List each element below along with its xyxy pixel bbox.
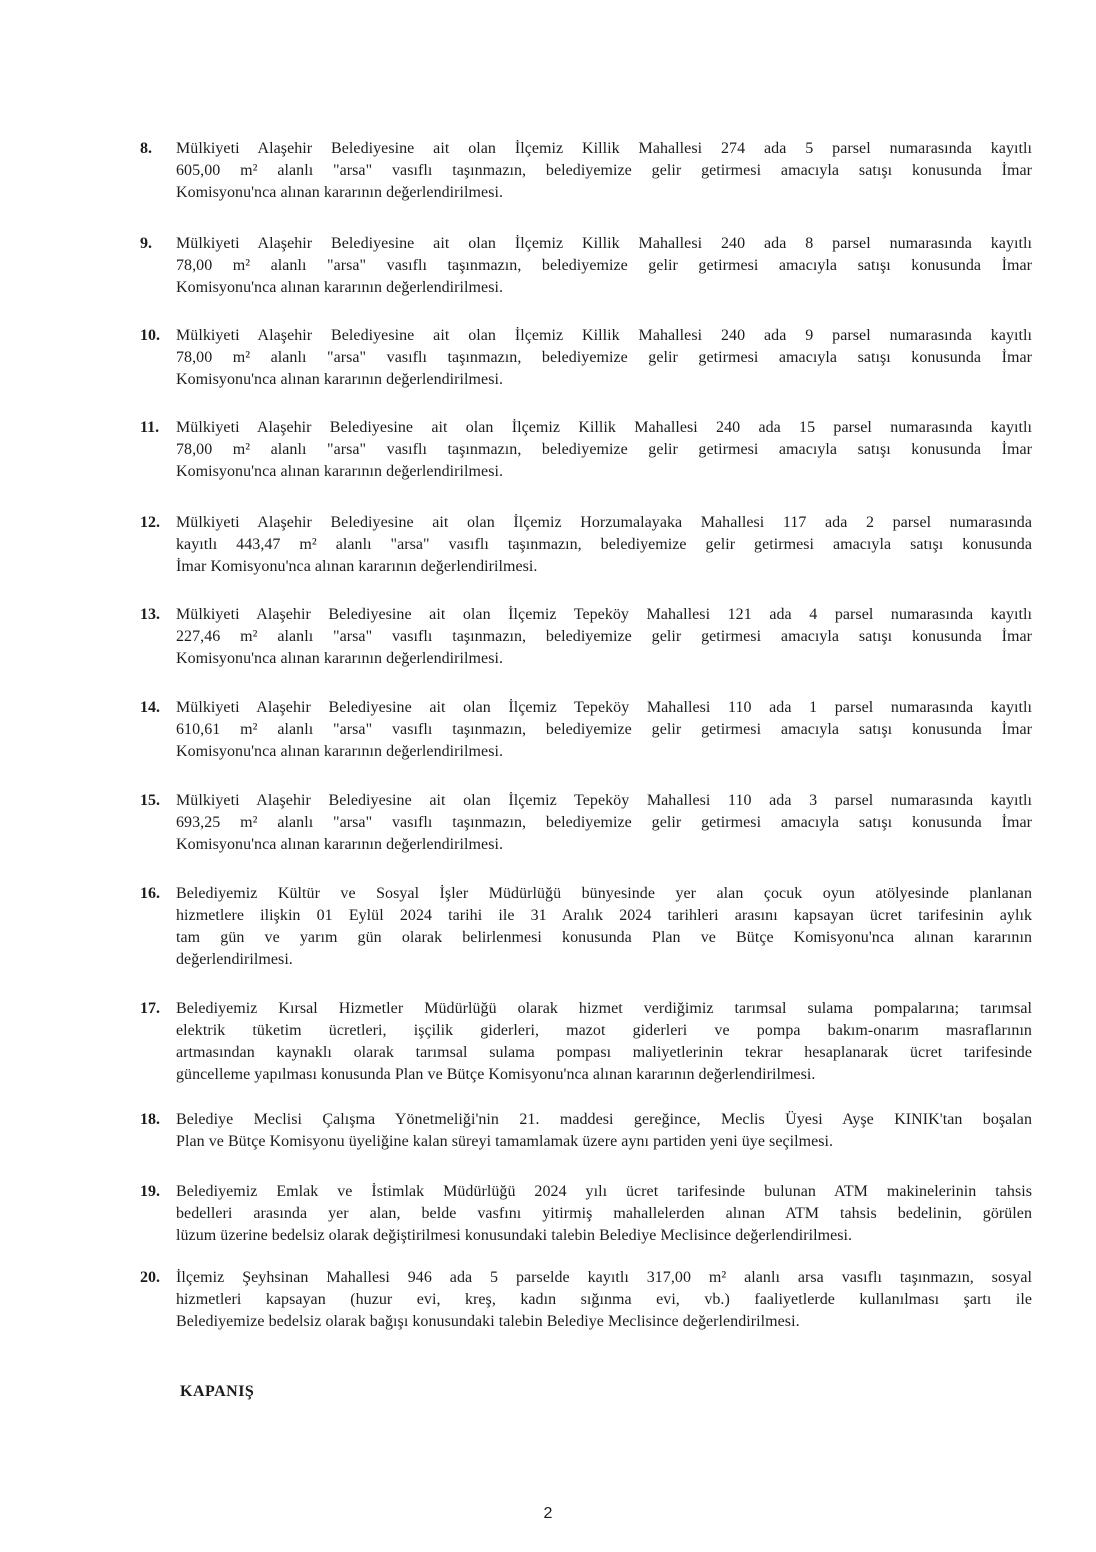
agenda-item-line: değerlendirilmesi. [176, 951, 293, 968]
agenda-item-number: 14. [140, 699, 160, 716]
agenda-item-line: lüzum üzerine bedelsiz olarak değiştirilmesi konusundaki talebin Belediye Meclisince değerlendirilmesi. [176, 1227, 853, 1244]
agenda-item-text [176, 790, 1032, 856]
agenda-item-line: 78,00 m² alanlı "arsa" vasıflı taşınmazın, belediyemize gelir getirmesi amacıyla satışı konusunda İmar [176, 349, 1032, 366]
agenda-item [140, 1267, 1032, 1333]
agenda-item-line: Komisyonu'nca alınan kararının değerlendirilmesi. [176, 184, 504, 201]
agenda-item-line: Komisyonu'nca alınan kararının değerlendirilmesi. [176, 650, 504, 667]
agenda-item-line: Belediyemize bedelsiz olarak bağışı konusundaki talebin Belediye Meclisince değerlendirilmesi. [176, 1313, 800, 1330]
agenda-item [140, 138, 1032, 204]
agenda-item-line: 605,00 m² alanlı "arsa" vasıflı taşınmazın, belediyemize gelir getirmesi amacıyla satışı konusunda İmar [176, 162, 1032, 179]
agenda-item-text [176, 998, 1032, 1086]
agenda-item-text [176, 512, 1032, 578]
agenda-item [140, 512, 1032, 578]
agenda-item-line: bedelleri arasında yer alan, belde vasfını yitirmiş mahallelerden alınan ATM tahsis bedelinin, görülen [176, 1205, 1032, 1222]
agenda-item-line: Belediyemiz Kırsal Hizmetler Müdürlüğü olarak hizmet verdiğimiz tarımsal sulama pompalarına; tarımsal [176, 1000, 1032, 1017]
agenda-item-line: Komisyonu'nca alınan kararının değerlendirilmesi. [176, 279, 504, 296]
agenda-item-line: Plan ve Bütçe Komisyonu üyeliğine kalan süreyi tamamlamak üzere aynı partiden yeni üye seçilmesi. [176, 1133, 834, 1150]
agenda-item [140, 998, 1032, 1086]
agenda-item-line: güncelleme yapılması konusunda Plan ve Bütçe Komisyonu'nca alınan kararının değerlendirilmesi. [176, 1066, 816, 1083]
agenda-item [140, 233, 1032, 299]
agenda-item-line: Komisyonu'nca alınan kararının değerlendirilmesi. [176, 743, 504, 760]
agenda-item-text [176, 1109, 1032, 1153]
agenda-item-number: 15. [140, 792, 160, 809]
agenda-item-text [176, 233, 1032, 299]
agenda-item-line: Belediye Meclisi Çalışma Yönetmeliği'nin 21. maddesi gereğince, Meclis Üyesi Ayşe KINIK'tan boşalan [176, 1111, 1032, 1128]
agenda-item [140, 325, 1032, 391]
agenda-item-number: 13. [140, 606, 160, 623]
agenda-item [140, 1109, 1032, 1153]
agenda-item-line: 610,61 m² alanlı "arsa" vasıflı taşınmazın, belediyemize gelir getirmesi amacıyla satışı konusunda İmar [176, 721, 1032, 738]
agenda-item [140, 1181, 1032, 1247]
agenda-item-line: Mülkiyeti Alaşehir Belediyesine ait olan İlçemiz Tepeköy Mahallesi 121 ada 4 parsel numarasında kayıtlı [176, 606, 1032, 623]
agenda-item-line: Belediyemiz Emlak ve İstimlak Müdürlüğü 2024 yılı ücret tarifesinde bulunan ATM makinelerinin tahsis [176, 1183, 1032, 1200]
agenda-item-line: elektrik tüketim ücretleri, işçilik giderleri, mazot giderleri ve pompa bakım-onarım masraflarının [176, 1022, 1032, 1039]
agenda-item-line: İmar Komisyonu'nca alınan kararının değerlendirilmesi. [176, 558, 538, 575]
agenda-item-line: artmasından kaynaklı olarak tarımsal sulama pompası maliyetlerinin tekrar hesaplanarak ücret tarifesinde [176, 1044, 1032, 1061]
agenda-item-number: 9. [140, 235, 152, 252]
agenda-item-line: Mülkiyeti Alaşehir Belediyesine ait olan İlçemiz Killik Mahallesi 274 ada 5 parsel numarasında kayıtlı [176, 140, 1032, 157]
closing-heading: KAPANIŞ [180, 1383, 255, 1400]
agenda-item-line: Mülkiyeti Alaşehir Belediyesine ait olan İlçemiz Killik Mahallesi 240 ada 9 parsel numarasında kayıtlı [176, 327, 1032, 344]
agenda-item [140, 604, 1032, 670]
agenda-item-line: Mülkiyeti Alaşehir Belediyesine ait olan İlçemiz Tepeköy Mahallesi 110 ada 1 parsel numarasında kayıtlı [176, 699, 1032, 716]
agenda-item-line: İlçemiz Şeyhsinan Mahallesi 946 ada 5 parselde kayıtlı 317,00 m² alanlı arsa vasıflı taşınmazın, sosyal [176, 1269, 1032, 1286]
agenda-item [140, 697, 1032, 763]
agenda-item-text [176, 325, 1032, 391]
page-number: 2 [543, 1505, 553, 1522]
agenda-item-text [176, 883, 1032, 971]
agenda-item [140, 417, 1032, 483]
agenda-item-line: hizmetlere ilişkin 01 Eylül 2024 tarihi ile 31 Aralık 2024 tarihleri arasını kapsayan ücret tarifesinin aylık [176, 907, 1032, 924]
agenda-item-number: 10. [140, 327, 160, 344]
agenda-item-line: 78,00 m² alanlı "arsa" vasıflı taşınmazın, belediyemize gelir getirmesi amacıyla satışı konusunda İmar [176, 441, 1032, 458]
agenda-item-line: kayıtlı 443,47 m² alanlı "arsa" vasıflı taşınmazın, belediyemize gelir getirmesi amacıyla satışı konusunda [176, 536, 1032, 553]
agenda-item-text [176, 138, 1032, 204]
agenda-item [140, 883, 1032, 971]
agenda-item-text [176, 1267, 1032, 1333]
agenda-item-number: 17. [140, 1000, 160, 1017]
agenda-item-text [176, 1181, 1032, 1247]
agenda-item-text [176, 604, 1032, 670]
agenda-item-line: 693,25 m² alanlı "arsa" vasıflı taşınmazın, belediyemize gelir getirmesi amacıyla satışı konusunda İmar [176, 814, 1032, 831]
agenda-item-line: Komisyonu'nca alınan kararının değerlendirilmesi. [176, 463, 504, 480]
agenda-item-number: 8. [140, 140, 152, 157]
agenda-item-line: Mülkiyeti Alaşehir Belediyesine ait olan İlçemiz Killik Mahallesi 240 ada 8 parsel numarasında kayıtlı [176, 235, 1032, 252]
agenda-item-number: 11. [140, 419, 160, 436]
agenda-item-number: 20. [140, 1269, 160, 1286]
agenda-item-line: Mülkiyeti Alaşehir Belediyesine ait olan İlçemiz Killik Mahallesi 240 ada 15 parsel numarasında kayıtlı [176, 419, 1032, 436]
agenda-item-number: 16. [140, 885, 160, 902]
agenda-item-line: Belediyemiz Kültür ve Sosyal İşler Müdürlüğü bünyesinde yer alan çocuk oyun atölyesinde planlanan [176, 885, 1032, 902]
agenda-item-line: Komisyonu'nca alınan kararının değerlendirilmesi. [176, 836, 504, 853]
agenda-item-line: 78,00 m² alanlı "arsa" vasıflı taşınmazın, belediyemize gelir getirmesi amacıyla satışı konusunda İmar [176, 257, 1032, 274]
agenda-item-line: Komisyonu'nca alınan kararının değerlendirilmesi. [176, 371, 504, 388]
agenda-item-line: hizmetleri kapsayan (huzur evi, kreş, kadın sığınma evi, vb.) faaliyetlerde kullanılması şartı ile [176, 1291, 1032, 1308]
agenda-item-line: Mülkiyeti Alaşehir Belediyesine ait olan İlçemiz Horzumalayaka Mahallesi 117 ada 2 parsel numarasında [176, 514, 1032, 531]
agenda-item-number: 18. [140, 1111, 160, 1128]
agenda-item-line: 227,46 m² alanlı "arsa" vasıflı taşınmazın, belediyemize gelir getirmesi amacıyla satışı konusunda İmar [176, 628, 1032, 645]
agenda-item-number: 12. [140, 514, 160, 531]
agenda-item-line: Mülkiyeti Alaşehir Belediyesine ait olan İlçemiz Tepeköy Mahallesi 110 ada 3 parsel numarasında kayıtlı [176, 792, 1032, 809]
agenda-item-text [176, 417, 1032, 483]
agenda-item-line: tam gün ve yarım gün olarak belirlenmesi konusunda Plan ve Bütçe Komisyonu'nca alınan kararının [176, 929, 1032, 946]
agenda-item-number: 19. [140, 1183, 160, 1200]
agenda-item-text [176, 697, 1032, 763]
agenda-item [140, 790, 1032, 856]
